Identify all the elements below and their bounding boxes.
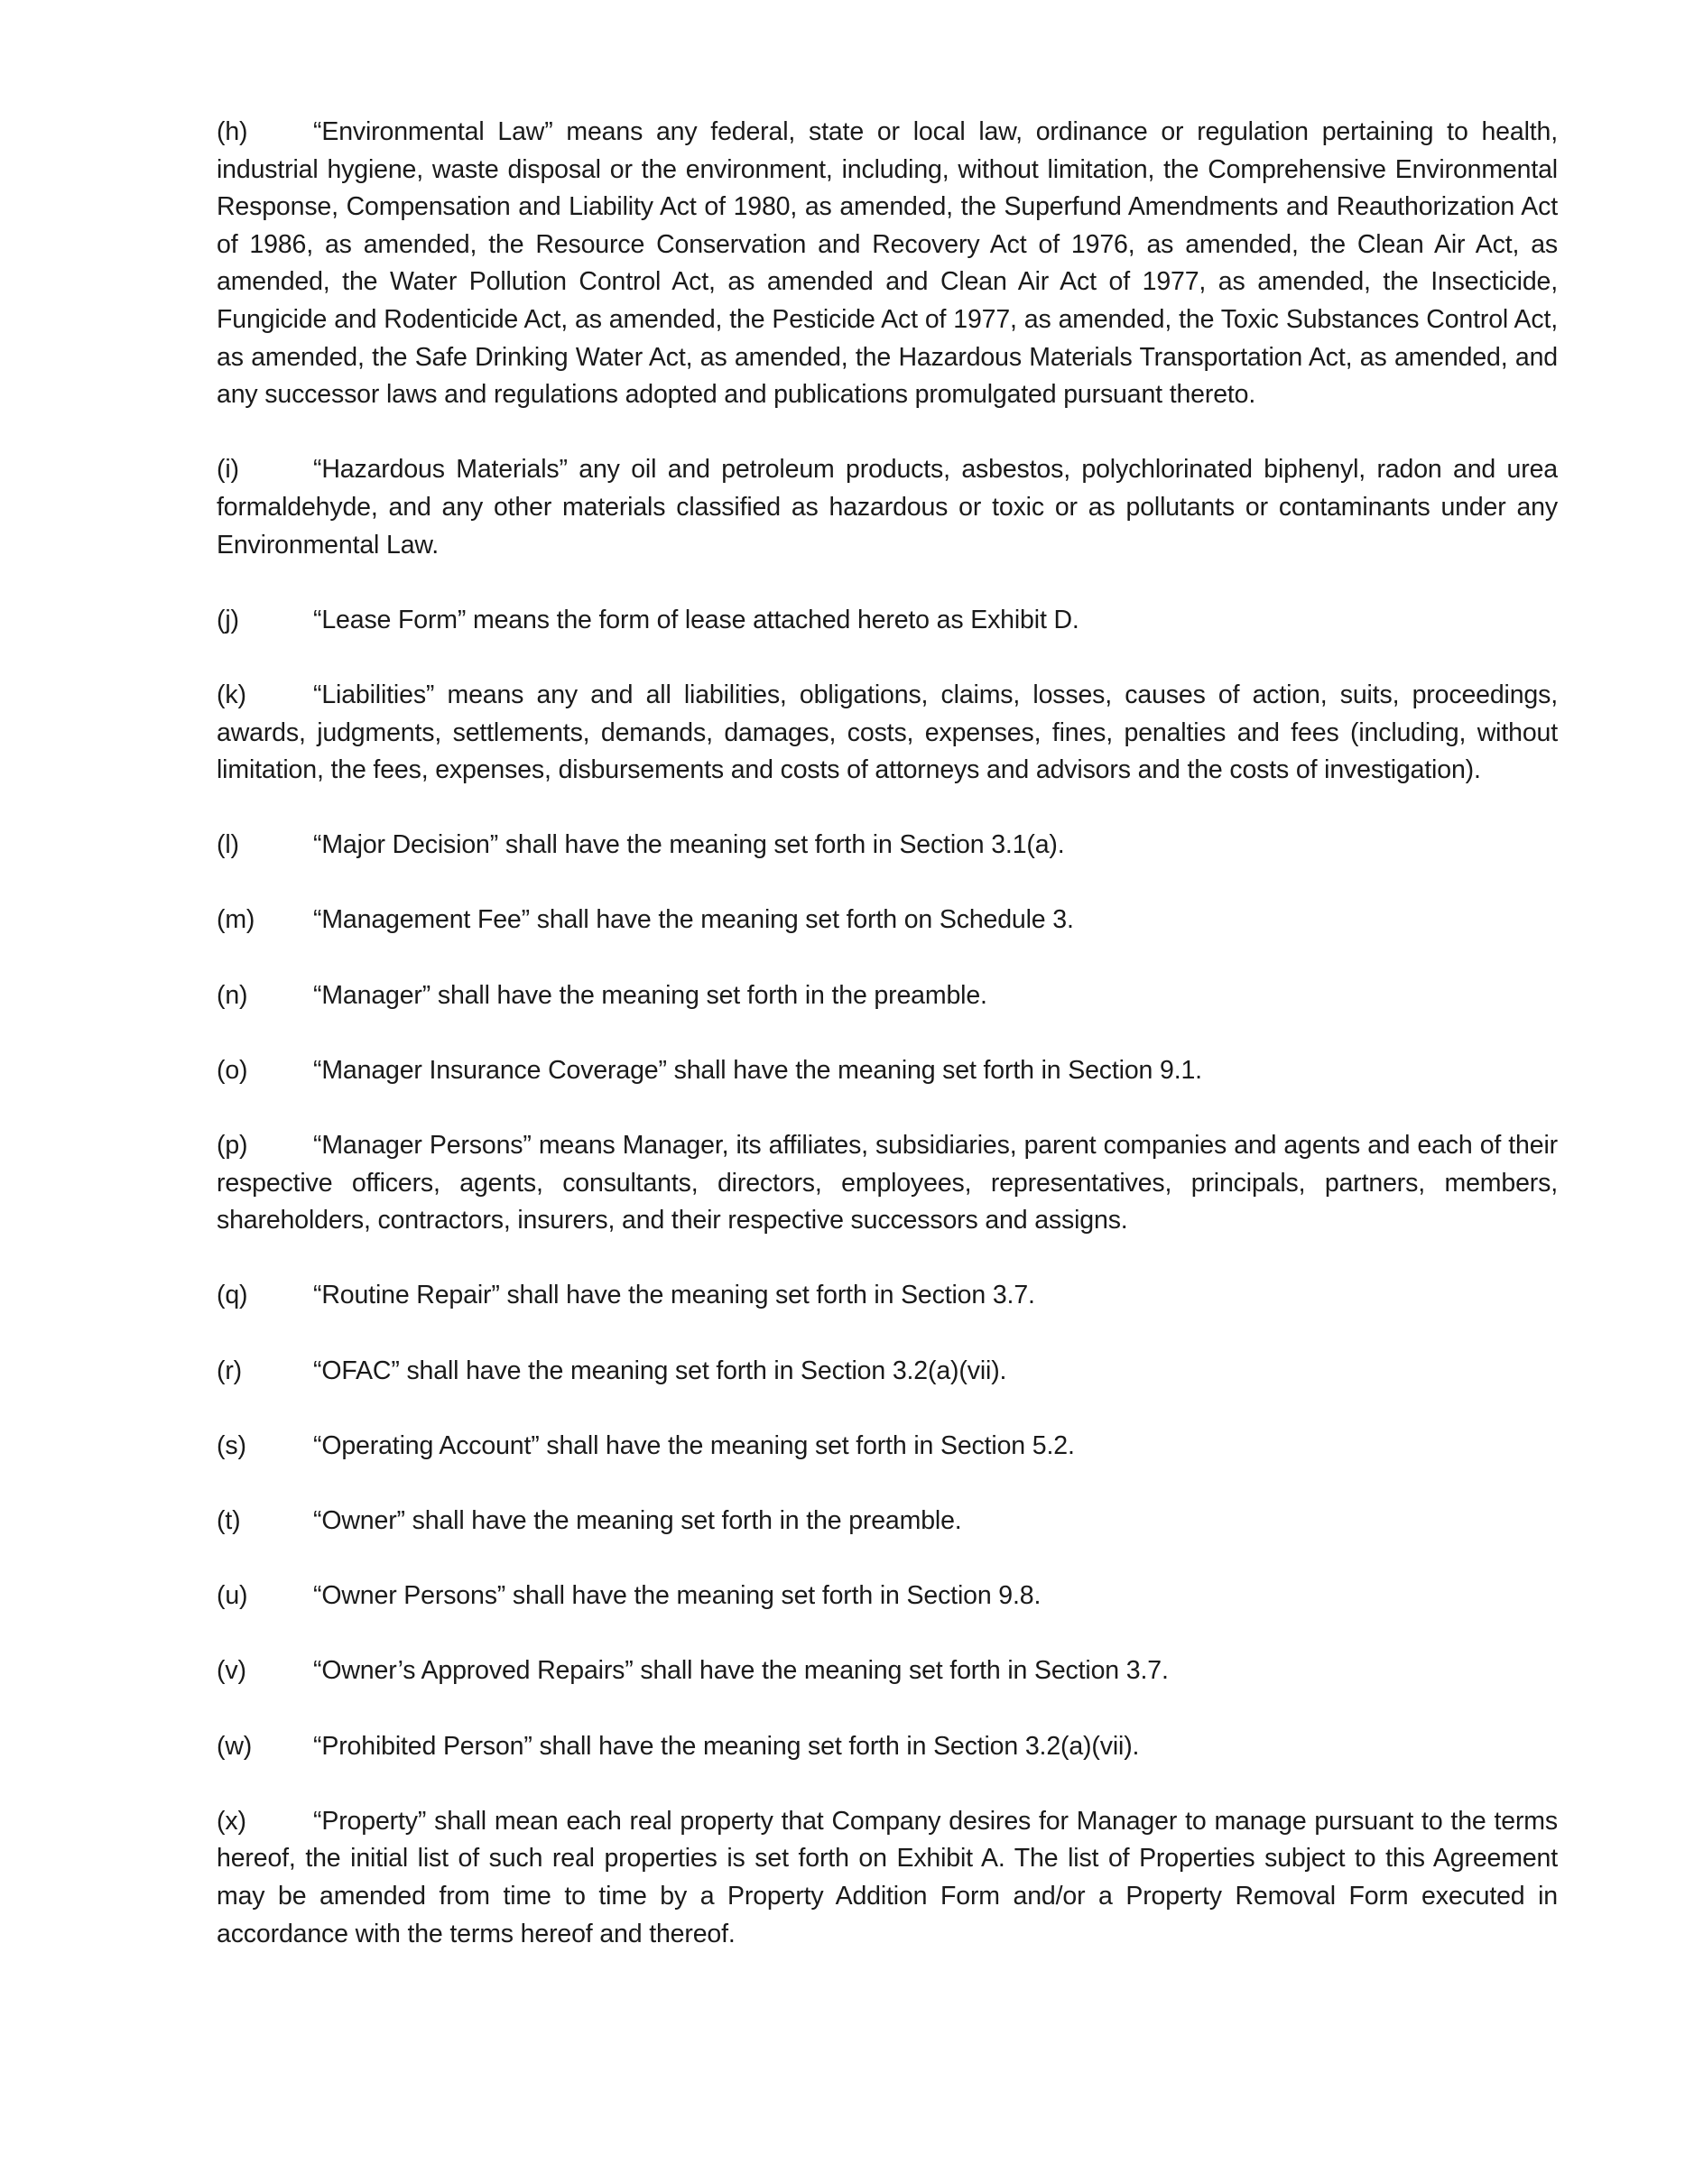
definition-label: (l) — [217, 830, 239, 860]
definition-label: (k) — [217, 680, 246, 709]
definition-v — [217, 1652, 1558, 1690]
definition-q — [217, 1277, 1558, 1315]
definition-n — [217, 977, 1558, 1015]
definition-label: (o) — [217, 1055, 248, 1085]
definition-text: “Prohibited Person” shall have the meaning set forth in Section 3.2(a)(vii). — [313, 1731, 1140, 1761]
definition-label: (x) — [217, 1806, 246, 1836]
definition-i — [217, 451, 1558, 564]
definition-text: “Manager” shall have the meaning set forth in the preamble. — [313, 980, 987, 1010]
definition-text: “Routine Repair” shall have the meaning set forth in Section 3.7. — [313, 1281, 1035, 1310]
definition-u — [217, 1578, 1558, 1615]
definition-label: (t) — [217, 1505, 241, 1535]
definition-t — [217, 1503, 1558, 1541]
definition-text: “Major Decision” shall have the meaning set forth in Section 3.1(a). — [313, 830, 1065, 860]
definition-label: (h) — [217, 117, 248, 146]
definition-text: “Operating Account” shall have the meaning set forth in Section 5.2. — [313, 1430, 1075, 1460]
definition-text: “OFAC” shall have the meaning set forth in Section 3.2(a)(vii). — [313, 1356, 1007, 1385]
definition-r — [217, 1353, 1558, 1391]
definition-text: “Lease Form” means the form of lease attached hereto as Exhibit D. — [313, 605, 1079, 634]
definition-text: “Owner” shall have the meaning set forth in the preamble. — [313, 1505, 962, 1535]
definition-s — [217, 1428, 1558, 1466]
definition-label: (i) — [217, 455, 239, 485]
definition-label: (j) — [217, 605, 239, 634]
definition-p — [217, 1127, 1558, 1240]
definition-j — [217, 602, 1558, 640]
definition-w — [217, 1728, 1558, 1766]
definition-l — [217, 827, 1558, 865]
definition-text: “Management Fee” shall have the meaning set forth on Schedule 3. — [313, 905, 1074, 935]
definition-label: (m) — [217, 905, 255, 935]
definition-m — [217, 902, 1558, 939]
definition-text: “Liabilities” means any and all liabilities, obligations, claims, losses, causes of action, suits, proceedings, awards, judgments, settlements, demands, damages, costs, expenses, fines, penalties and fees (including, without limitation, the fees, expenses, disbursements and costs of attorneys and advisors and the costs of investigation). — [217, 680, 1558, 785]
definition-label: (q) — [217, 1281, 248, 1310]
document-page — [217, 114, 1558, 1991]
definition-text: “Environmental Law” means any federal, state or local law, ordinance or regulation pertaining to health, industrial hygiene, waste disposal or the environment, including, without limitation, the Comprehensive Environmental Response, Compensation and Liability Act of 1980, as amended, the Superfund Amendments and Reauthorization Act of 1986, as amended, the Resource Conservation and Recovery Act of 1976, as amended, the Clean Air Act, as amended, the Water Pollution Control Act, as amended and Clean Air Act of 1977, as amended, the Insecticide, Fungicide and Rodenticide Act, as amended, the Pesticide Act of 1977, as amended, the Toxic Substances Control Act, as amended, the Safe Drinking Water Act, as amended, the Hazardous Materials Transportation Act, as amended, and any successor laws and regulations adopted and publications promulgated pursuant thereto. — [217, 117, 1558, 410]
definition-label: (v) — [217, 1656, 246, 1686]
definition-text: “Hazardous Materials” any oil and petroleum products, asbestos, polychlorinated biphenyl, radon and urea formaldehyde, and any other materials classified as hazardous or toxic or as pollutants or contaminants under any Environmental Law. — [217, 455, 1558, 560]
definition-label: (r) — [217, 1356, 243, 1385]
definition-text: “Manager Persons” means Manager, its affiliates, subsidiaries, parent companies and agents and each of their respective officers, agents, consultants, directors, employees, representatives, principals, partners, members, shareholders, contractors, insurers, and their respective successors and assigns. — [217, 1131, 1558, 1235]
definition-h — [217, 114, 1558, 414]
definition-text: “Owner’s Approved Repairs” shall have the meaning set forth in Section 3.7. — [313, 1656, 1169, 1686]
definition-text: “Owner Persons” shall have the meaning set forth in Section 9.8. — [313, 1581, 1042, 1611]
definition-label: (p) — [217, 1131, 248, 1161]
definition-label: (u) — [217, 1581, 248, 1611]
definition-text: “Manager Insurance Coverage” shall have the meaning set forth in Section 9.1. — [313, 1055, 1202, 1085]
definition-o — [217, 1052, 1558, 1090]
definition-k — [217, 677, 1558, 790]
definition-x — [217, 1803, 1558, 1953]
definition-text: “Property” shall mean each real property that Company desires for Manager to manage pursuant to the terms hereof, the initial list of such real properties is set forth on Exhibit A. The list of Properties subject to this Agreement may be amended from time to time by a Property Addition Form and/or a Property Removal Form executed in accordance with the terms hereof and thereof. — [217, 1806, 1558, 1948]
definition-label: (n) — [217, 980, 248, 1010]
definition-label: (w) — [217, 1731, 253, 1761]
definition-label: (s) — [217, 1430, 246, 1460]
